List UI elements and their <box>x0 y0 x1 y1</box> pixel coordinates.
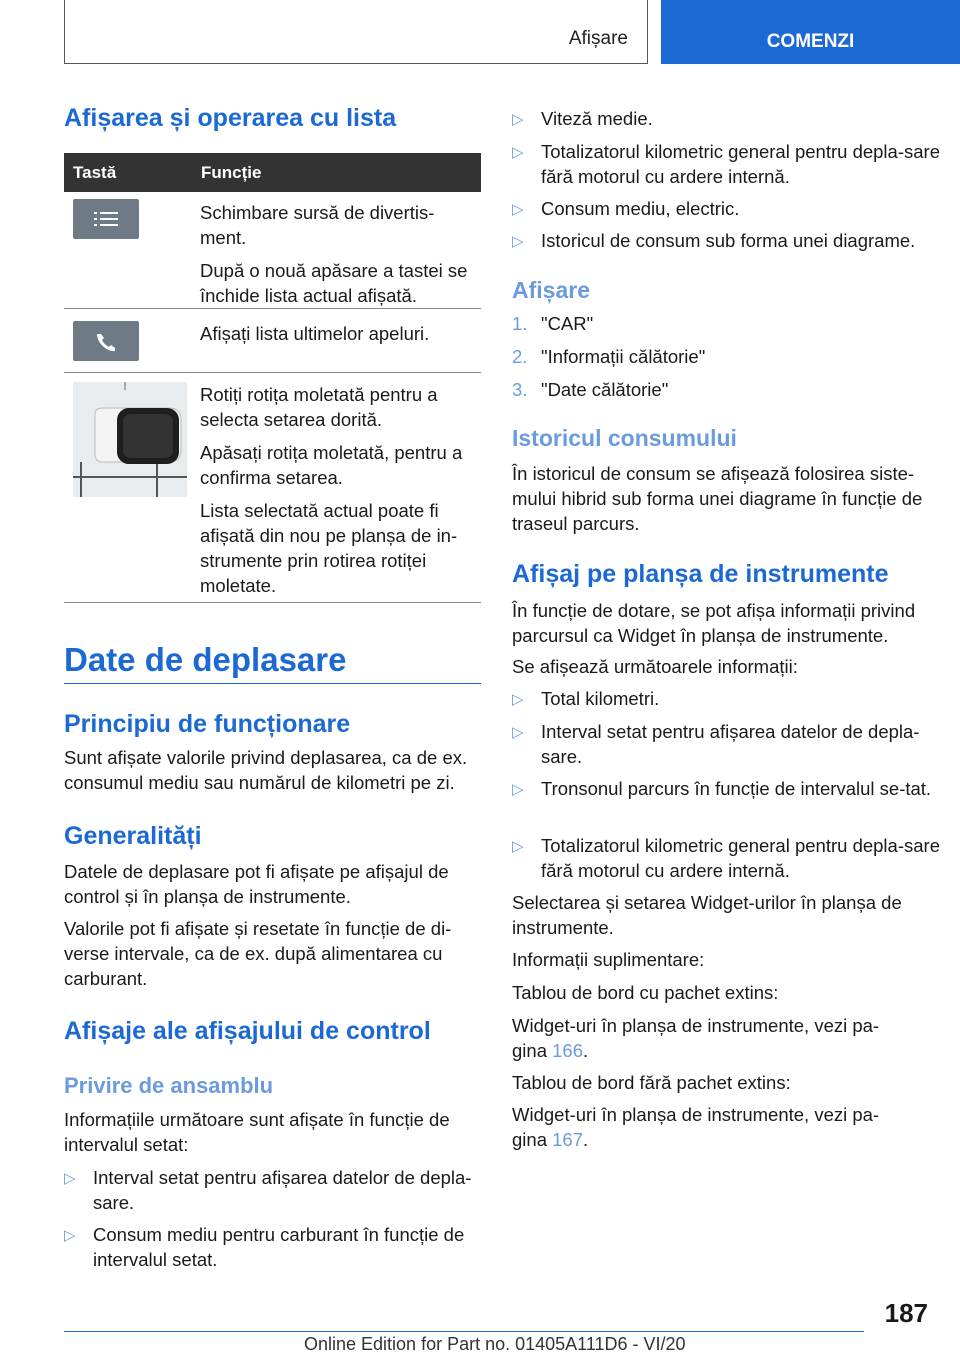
section-title: Afișare <box>568 28 628 49</box>
list-item: ▷ Tronsonul parcurs în funcție de intervalul se-tat. <box>512 776 957 801</box>
heading-rule <box>64 683 481 684</box>
para-tablou-2: Tablou de bord fără pachet extins: <box>512 1072 791 1093</box>
table-divider <box>64 372 481 373</box>
heading-generalitati: Generalități <box>64 822 202 850</box>
para-general-2: Valorile pot fi afișate și resetate în funcție de di-verse intervale, ca de ex. după alimentarea cu carburant. <box>64 918 452 989</box>
bullet-triangle-icon: ▷ <box>512 201 524 218</box>
heading-afisaje: Afișaje ale afișajului de control <box>64 1017 431 1045</box>
list-item: ▷ Consum mediu pentru carburant în funcție de intervalul setat. <box>64 1224 465 1270</box>
col-func-header: Funcție <box>201 163 262 182</box>
row2-text1: Afișați lista ultimelor apeluri. <box>200 323 430 344</box>
row3-text3: Lista selectată actual poate fi afișată din nou pe planșa de in-strumente prin rotirea rotiței moletate. <box>200 500 458 596</box>
table-cell-row3 <box>200 382 478 606</box>
bullet-triangle-icon: ▷ <box>512 144 524 161</box>
para-privire: Informațiile următoare sunt afișate în funcție de intervalul setat: <box>64 1109 450 1155</box>
para-widget-1: Widget-uri în planșa de instrumente, vezi pa-gina 166. <box>512 1015 880 1061</box>
page-link-166[interactable]: 166 <box>552 1040 583 1061</box>
bullet-triangle-icon: ▷ <box>512 111 524 128</box>
chapter-tab[interactable]: COMENZI <box>661 0 960 64</box>
para-selectare: Selectarea și setarea Widget-urilor în planșa de instrumente. <box>512 892 902 938</box>
footer-edition: Online Edition for Part no. 01405A111D6 - VI/20 <box>304 1334 686 1354</box>
heading-plansa: Afișaj pe planșa de instrumente <box>512 560 889 588</box>
page-link-167[interactable]: 167 <box>552 1129 583 1150</box>
controller-image <box>73 382 187 497</box>
row3-text1: Rotiți rotița moletată pentru a selecta setarea dorită. <box>200 384 438 430</box>
para-informatii: Informații suplimentare: <box>512 949 705 970</box>
table-cell-row1 <box>200 200 478 316</box>
row1-text2: După o nouă apăsare a tastei se închide lista actual afișată. <box>200 260 468 306</box>
row1-text1: Schimbare sursă de divertis-ment. <box>200 202 435 248</box>
heading-afisare: Afișare <box>512 277 590 303</box>
list-item: ▷ Consum mediu, electric. <box>512 196 957 221</box>
bullet-triangle-icon: ▷ <box>64 1170 76 1187</box>
table-divider <box>64 308 481 309</box>
para-widget-2: Widget-uri în planșa de instrumente, vezi pa-gina 167. <box>512 1104 880 1150</box>
list-item: ▷ Totalizatorul kilometric general pentru depla-sare fără motorul cu ardere internă. <box>512 835 940 881</box>
list-item: ▷ Interval setat pentru afișarea datelor de depla-sare. <box>512 721 920 767</box>
heading-principiu: Principiu de funcționare <box>64 710 351 738</box>
col-key-header: Tastă <box>73 163 117 182</box>
bullet-triangle-icon: ▷ <box>512 781 524 798</box>
bullet-triangle-icon: ▷ <box>512 233 524 250</box>
menu-key-icon <box>73 199 139 239</box>
heading-istoric: Istoricul consumului <box>512 425 737 451</box>
para-principiu: Sunt afișate valorile privind deplasarea, ca de ex. consumul mediu sau numărul de kilometri pe zi. <box>64 747 468 793</box>
list-item: ▷ Viteză medie. <box>512 106 957 131</box>
chapter-heading: Date de deplasare <box>64 641 347 678</box>
para-plansa-1: În funcție de dotare, se pot afișa informații privind parcursul ca Widget în planșa de instrumente. <box>512 600 916 646</box>
step-item: 3. "Date călătorie" <box>512 379 669 400</box>
para-general-1: Datele de deplasare pot fi afișate pe afișajul de control și în planșa de instrumente. <box>64 861 449 907</box>
phone-key-icon <box>73 321 139 361</box>
para-tablou-1: Tablou de bord cu pachet extins: <box>512 982 779 1003</box>
table-header <box>64 153 481 192</box>
table-divider <box>64 602 481 603</box>
header-frame <box>64 0 648 64</box>
table-cell-row2 <box>200 321 478 354</box>
footer-rule <box>64 1331 864 1332</box>
bullet-triangle-icon: ▷ <box>512 724 524 741</box>
heading-privire: Privire de ansamblu <box>64 1073 274 1098</box>
list-item: ▷ Istoricul de consum sub forma unei diagrame. <box>512 228 960 253</box>
list-item: ▷ Total kilometri. <box>512 686 957 711</box>
step-item: 2. "Informații călătorie" <box>512 346 706 367</box>
para-istoric: În istoricul de consum se afișează folosirea siste-mului hibrid sub forma unei diagrame în funcție de traseul parcurs. <box>512 463 923 534</box>
para-plansa-2: Se afișează următoarele informații: <box>512 656 798 677</box>
row3-text2: Apăsați rotița moletată, pentru a confirma setarea. <box>200 442 463 488</box>
page-number: 187 <box>884 1298 928 1328</box>
list-item: ▷ Totalizatorul kilometric general pentru depla-sare fără motorul cu ardere internă. <box>512 141 940 187</box>
list-item: ▷ Interval setat pentru afișarea datelor de depla-sare. <box>64 1167 472 1213</box>
bullet-triangle-icon: ▷ <box>64 1227 76 1244</box>
step-item: 1. "CAR" <box>512 313 594 334</box>
bullet-triangle-icon: ▷ <box>512 691 524 708</box>
section-heading-lista: Afișarea și operarea cu lista <box>64 104 397 132</box>
bullet-triangle-icon: ▷ <box>512 838 524 855</box>
